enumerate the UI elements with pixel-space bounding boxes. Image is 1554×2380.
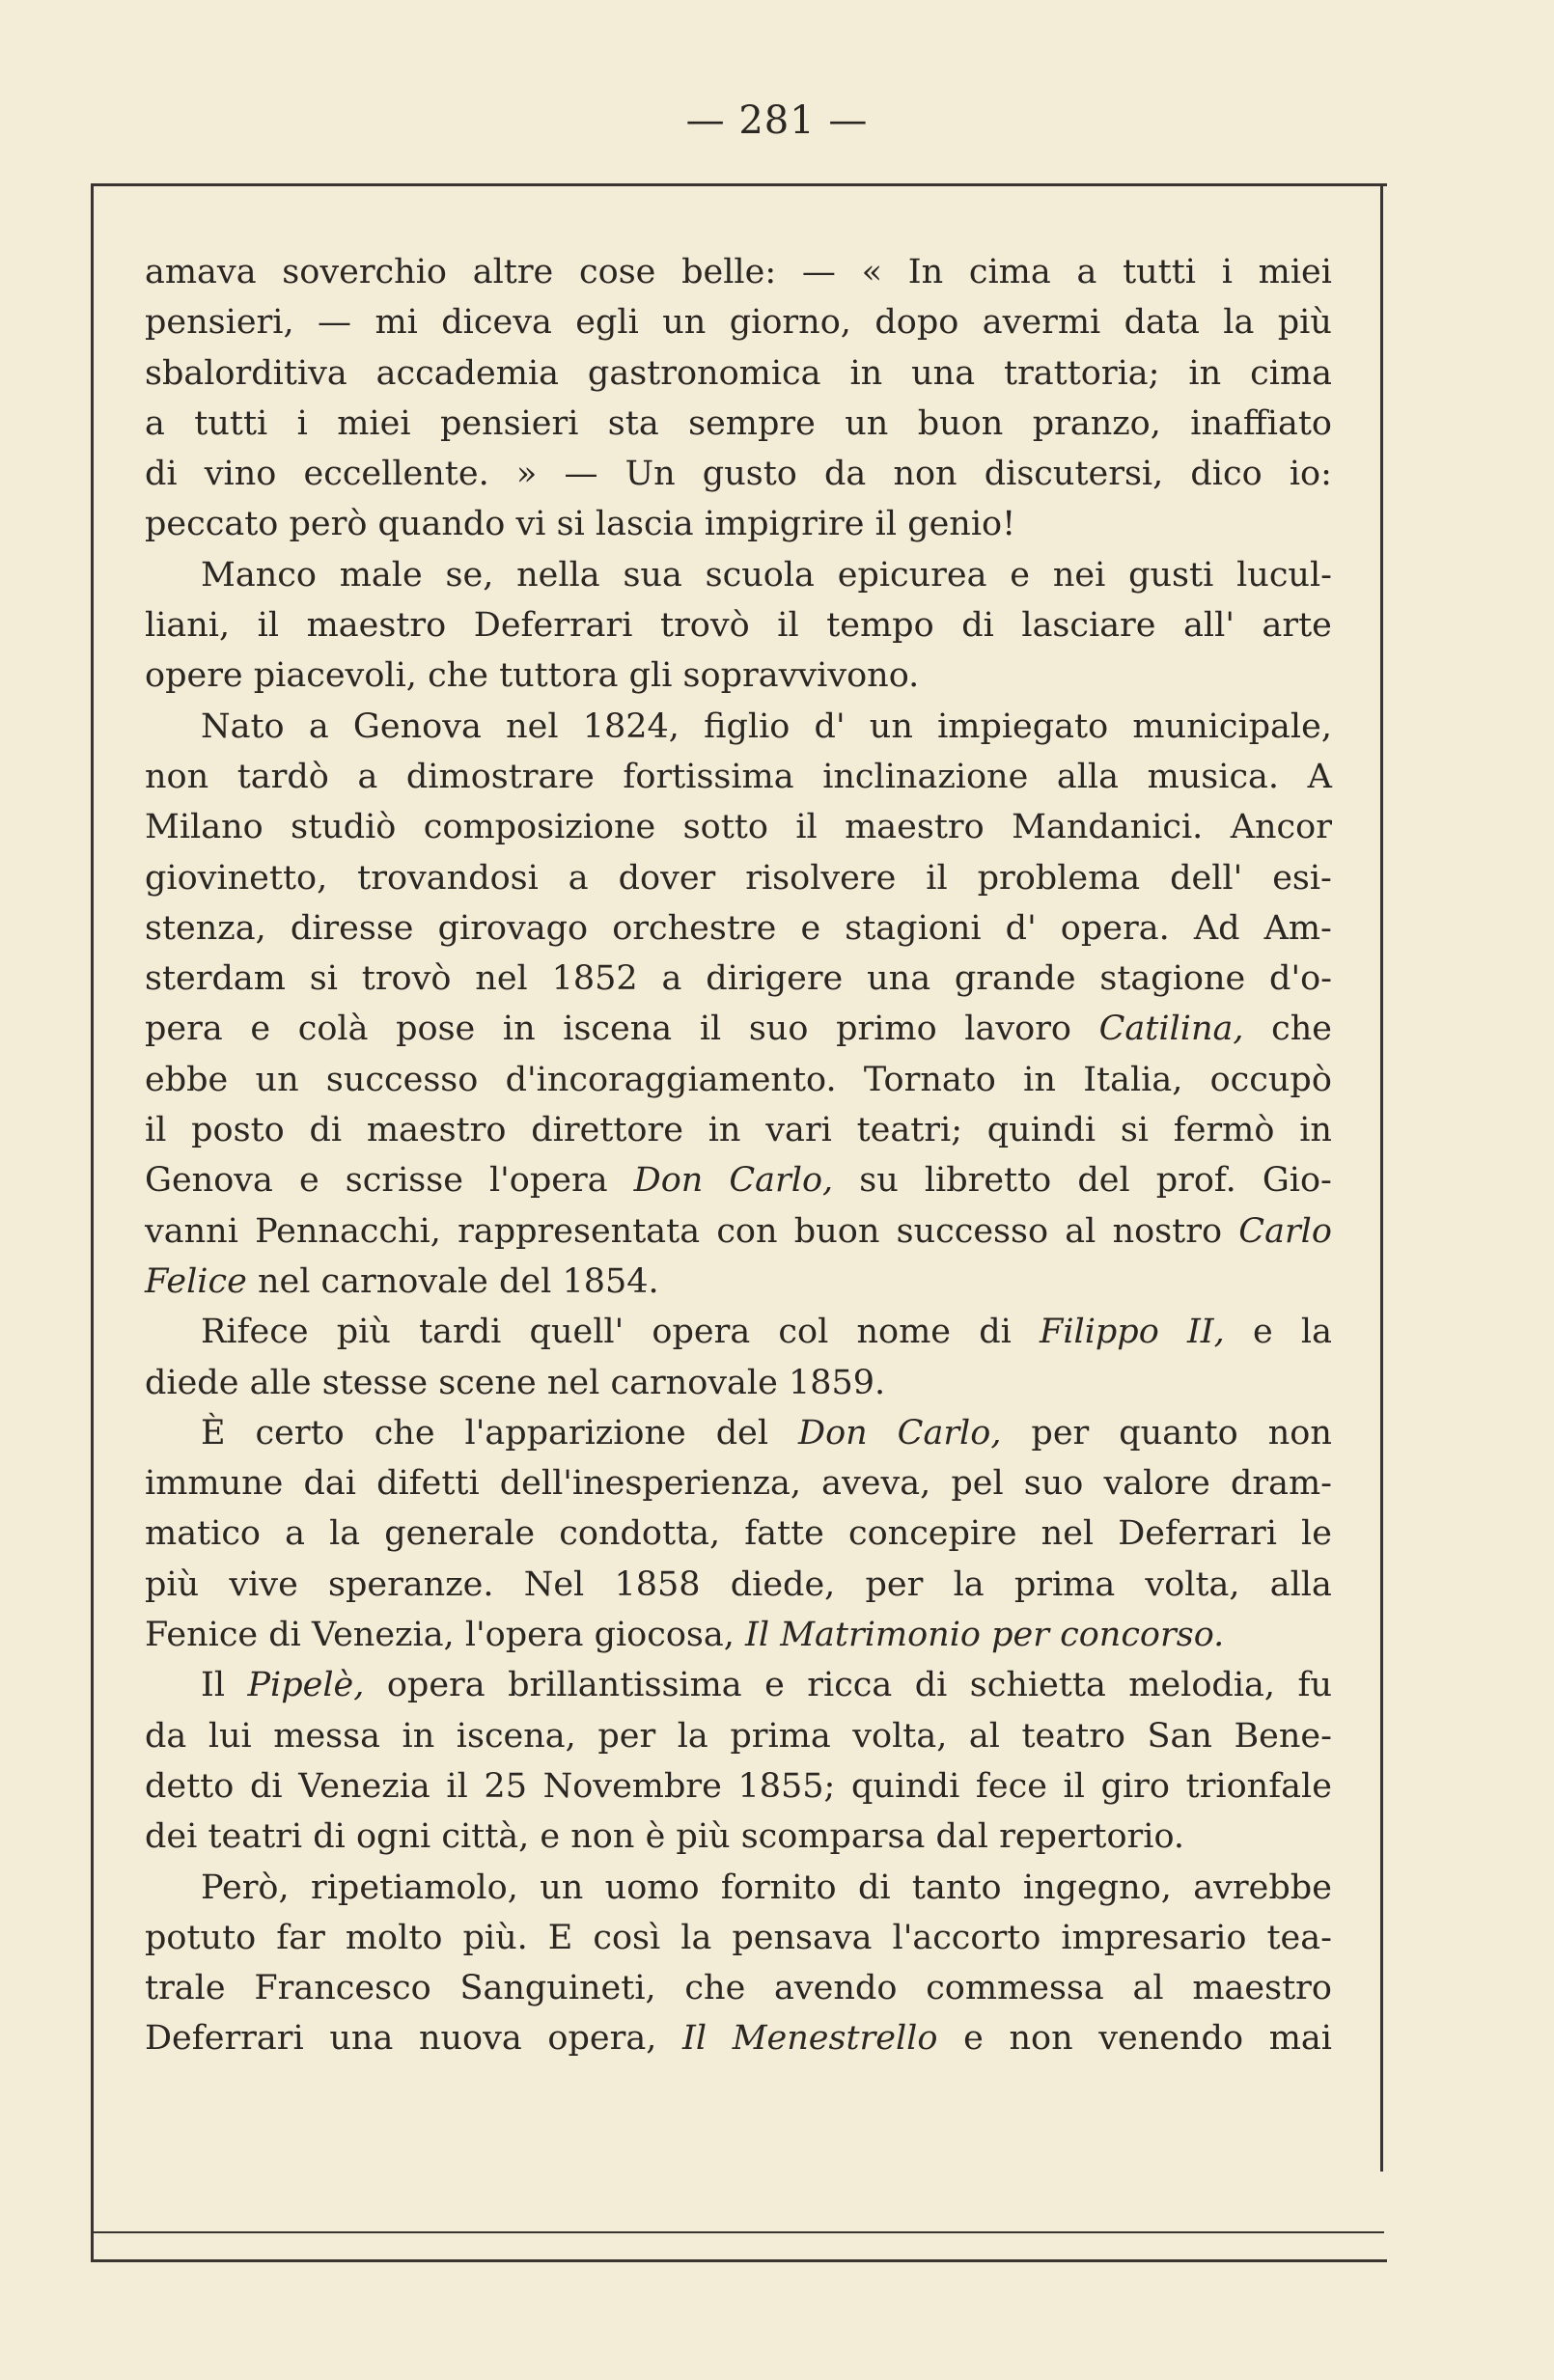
text-line: Felice nel carnovale del 1854.: [145, 1261, 659, 1301]
text-line: a tutti i miei pensieri sta sempre un buon pranzo, inaffiato: [145, 403, 1332, 443]
text-line: pera e colà pose in iscena il suo primo lavoro Catilina, che: [145, 1010, 1332, 1049]
page-number: — 281 —: [685, 98, 869, 143]
text-line: Il Pipelè, opera brillantissima e ricca di schietta melodia, fu: [201, 1666, 1332, 1705]
text-line: dei teatri di ogni città, e non è più scomparsa dal repertorio.: [145, 1817, 1185, 1857]
text-line: liani, il maestro Deferrari trovò il tempo di lasciare all' arte: [145, 606, 1332, 646]
text-line: potuto far molto più. E così la pensava l'accorto impresario tea-: [145, 1918, 1332, 1957]
text-line: Però, ripetiamolo, un uomo fornito di tanto ingegno, avrebbe: [201, 1868, 1332, 1907]
body-text: [145, 247, 1332, 2064]
text-line: da lui messa in iscena, per la prima volta, al teatro San Bene-: [145, 1716, 1332, 1756]
text-line: il posto di maestro direttore in vari teatri; quindi si fermò in: [145, 1111, 1332, 1150]
text-line: trale Francesco Sanguineti, che avendo commessa al maestro: [145, 1969, 1332, 2008]
text-line: immune dai difetti dell'inesperienza, aveva, pel suo valore dram-: [145, 1464, 1332, 1504]
text-line: giovinetto, trovandosi a dover risolvere il problema dell' esi-: [145, 858, 1332, 898]
text-line: Genova e scrisse l'opera Don Carlo, su libretto del prof. Gio-: [145, 1161, 1332, 1201]
text-line: Rifece più tardi quell' opera col nome di Filippo II, e la: [201, 1313, 1332, 1352]
text-line: Nato a Genova nel 1824, figlio d' un impiegato municipale,: [201, 706, 1332, 746]
text-line: amava soverchio altre cose belle: — « In cima a tutti i miei: [145, 253, 1332, 291]
frame-right-rule: [1380, 183, 1383, 2172]
text-line: Fenice di Venezia, l'opera giocosa, Il Matrimonio per concorso.: [145, 1616, 1225, 1655]
text-line: non tardò a dimostrare fortissima inclinazione alla musica. A: [145, 757, 1332, 796]
text-line: di vino eccellente. » — Un gusto da non discutersi, dico io:: [145, 455, 1332, 494]
text-line: più vive speranze. Nel 1858 diede, per la prima volta, alla: [145, 1564, 1332, 1604]
text-line: pensieri, — mi diceva egli un giorno, dopo avermi data la più: [145, 303, 1332, 343]
text-line: Milano studiò composizione sotto il maestro Mandanici. Ancor: [145, 808, 1332, 847]
text-line: sbalorditiva accademia gastronomica in una trattoria; in cima: [145, 353, 1332, 393]
text-line: opere piacevoli, che tuttora gli sopravvivono.: [145, 656, 920, 696]
text-line: diede alle stesse scene nel carnovale 1859.: [145, 1363, 886, 1402]
text-line: Manco male se, nella sua scuola epicurea e nei gusti lucul-: [201, 555, 1332, 595]
text-line: detto di Venezia il 25 Novembre 1855; quindi fece il giro trionfale: [145, 1766, 1332, 1806]
text-line: stenza, diresse girovago orchestre e stagioni d' opera. Ad Am-: [145, 908, 1332, 948]
frame-bottom-rule: [91, 2231, 1384, 2233]
text-line: vanni Pennacchi, rappresentata con buon successo al nostro Carlo: [145, 1211, 1332, 1251]
text-line: matico a la generale condotta, fatte concepire nel Deferrari le: [145, 1514, 1332, 1554]
text-line: peccato però quando vi si lascia impigrire il genio!: [145, 505, 1016, 544]
text-line: ebbe un successo d'incoraggiamento. Tornato in Italia, occupò: [145, 1060, 1332, 1099]
text-line: sterdam si trovò nel 1852 a dirigere una grande stagione d'o-: [145, 959, 1332, 999]
text-line: È certo che l'apparizione del Don Carlo, per quanto non: [201, 1413, 1332, 1453]
text-line: Deferrari una nuova opera, Il Menestrello e non venendo mai: [145, 2019, 1332, 2059]
